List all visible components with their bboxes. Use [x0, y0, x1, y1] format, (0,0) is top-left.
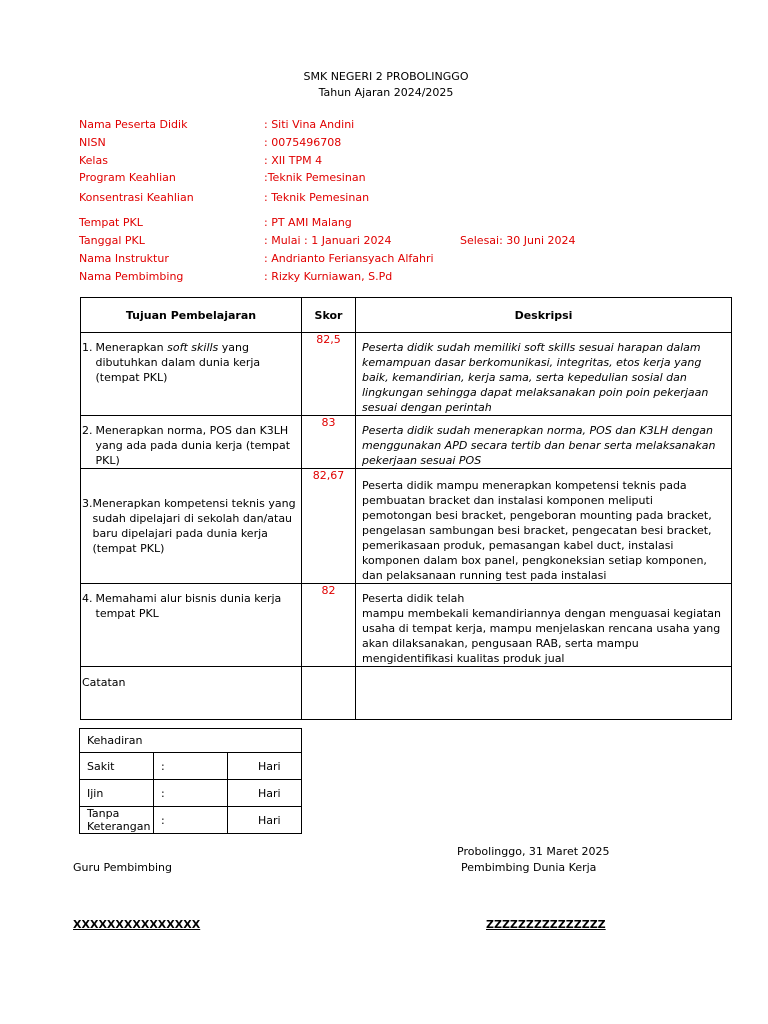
label-instructor: Nama Instruktur: [79, 252, 169, 265]
table-row: [81, 469, 732, 584]
assessment-table: [80, 297, 732, 720]
academic-year: Tahun Ajaran 2024/2025: [318, 86, 454, 99]
industry-supervisor-name: ZZZZZZZZZZZZZZZ: [486, 918, 606, 931]
description-text: Peserta didik sudah memiliki soft skills sesuai harapan dalam kemampuan dasar berkomunikasi, integritas, etos kerja yang baik, kemandirian, kerja sama, serta kepedulian sosial dan lingkungan sehingga dapat melaksanakan poin poin pekerjaan sesuai dengan perintah: [362, 341, 709, 414]
learning-goal-cell: [81, 584, 302, 667]
label-program: Program Keahlian: [79, 171, 176, 184]
goal-text: Menerapkan soft skills yang dibutuhkan dalam dunia kerja (tempat PKL): [95, 341, 261, 384]
goal-number: 4.: [82, 592, 93, 605]
score-cell: 82,5: [302, 333, 356, 416]
learning-goal-cell: [81, 416, 302, 469]
attendance-colon: :: [154, 780, 228, 807]
table-row: [81, 333, 732, 416]
attendance-label: Tanpa Keterangan: [80, 807, 154, 834]
notes-score-cell: [302, 667, 356, 720]
attendance-row: [80, 807, 302, 834]
description-text: Peserta didik mampu menerapkan kompetensi teknis pada pembuatan bracket dan instalasi komponen meliputi pemotongan besi bracket, pengeboran mounting pada bracket, pengelasan sambungan besi bracket, pengecatan besi bracket, pemerikasaan produk, pemasangan kabel duct, instalasi komponen dalam box panel, pengkoneksian setiap komponen, dan pelaksanaan running test pada instalasi: [362, 479, 712, 582]
attendance-row: [80, 753, 302, 780]
teacher-name: XXXXXXXXXXXXXXX: [73, 918, 201, 931]
learning-goal-cell: [81, 333, 302, 416]
value-concentration: : Teknik Pemesinan: [264, 191, 370, 204]
label-concentration: Konsentrasi Keahlian: [79, 191, 194, 204]
score-cell: 82: [302, 584, 356, 667]
description-cell: [356, 469, 732, 584]
notes-label-cell: [81, 667, 302, 720]
header-description: Deskripsi: [356, 298, 732, 333]
notes-content-cell: [356, 667, 732, 720]
notes-label: Catatan: [82, 676, 126, 689]
school-name: SMK NEGERI 2 PROBOLINGGO: [303, 70, 469, 83]
table-row: [81, 416, 732, 469]
industry-supervisor-title: Pembimbing Dunia Kerja: [461, 861, 597, 874]
value-instructor: : Andrianto Feriansyach Alfahri: [264, 252, 434, 265]
label-supervisor: Nama Pembimbing: [79, 270, 184, 283]
attendance-table: [79, 728, 302, 834]
value-pkl-place: : PT AMI Malang: [264, 216, 352, 229]
description-cell: [356, 416, 732, 469]
goal-text: Menerapkan norma, POS dan K3LH yang ada pada dunia kerja (tempat PKL): [95, 424, 291, 467]
place-date: Probolinggo, 31 Maret 2025: [457, 845, 610, 858]
value-class: : XII TPM 4: [264, 154, 323, 167]
goal-number: 1.: [82, 341, 93, 354]
value-pkl-start: : Mulai : 1 Januari 2024: [264, 234, 392, 247]
value-nisn: : 0075496708: [264, 136, 342, 149]
table-header-row: [81, 298, 732, 333]
label-pkl-place: Tempat PKL: [79, 216, 143, 229]
attendance-title: Kehadiran: [80, 729, 302, 753]
teacher-title: Guru Pembimbing: [73, 861, 172, 874]
header-learning-goal: Tujuan Pembelajaran: [81, 298, 302, 333]
learning-goal-cell: [81, 469, 302, 584]
value-student-name: : Siti Vina Andini: [264, 118, 355, 131]
goal-text: Menerapkan kompetensi teknis yang sudah dipelajari di sekolah dan/atau baru dipelajari pada dunia kerja (tempat PKL): [92, 497, 296, 555]
goal-number: 2.: [82, 424, 93, 437]
goal-text: Memahami alur bisnis dunia kerja tempat PKL: [95, 592, 282, 620]
description-text: Peserta didik telah mampu membekali kemandiriannya dengan menguasai kegiatan usaha di tempat kerja, mampu menjelaskan rencana usaha yang akan dilaksanakan, pengusaan RAB, serta mampu mengidentifikasi kualitas produk jual: [362, 592, 721, 665]
attendance-label: Ijin: [80, 780, 154, 807]
description-cell: [356, 333, 732, 416]
label-pkl-date: Tanggal PKL: [79, 234, 145, 247]
header-score: Skor: [302, 298, 356, 333]
attendance-unit: Hari: [228, 753, 302, 780]
score-cell: 82,67: [302, 469, 356, 584]
description-text: Peserta didik sudah menerapkan norma, POS dan K3LH dengan menggunakan APD secara tertib dan benar serta melaksanakan pekerjaan sesuai POS: [362, 424, 716, 467]
value-pkl-end: Selesai: 30 Juni 2024: [460, 234, 576, 247]
attendance-colon: :: [154, 753, 228, 780]
label-nisn: NISN: [79, 136, 106, 149]
table-row: [81, 584, 732, 667]
goal-number: 3.: [82, 497, 93, 510]
label-class: Kelas: [79, 154, 108, 167]
attendance-colon: :: [154, 807, 228, 834]
score-cell: 83: [302, 416, 356, 469]
notes-row: [81, 667, 732, 720]
attendance-row: [80, 780, 302, 807]
value-program: :Teknik Pemesinan: [264, 171, 366, 184]
value-supervisor: : Rizky Kurniawan, S.Pd: [264, 270, 393, 283]
attendance-unit: Hari: [228, 807, 302, 834]
description-cell: [356, 584, 732, 667]
label-student-name: Nama Peserta Didik: [79, 118, 188, 131]
attendance-label: Sakit: [80, 753, 154, 780]
attendance-title-row: [80, 729, 302, 753]
attendance-unit: Hari: [228, 780, 302, 807]
